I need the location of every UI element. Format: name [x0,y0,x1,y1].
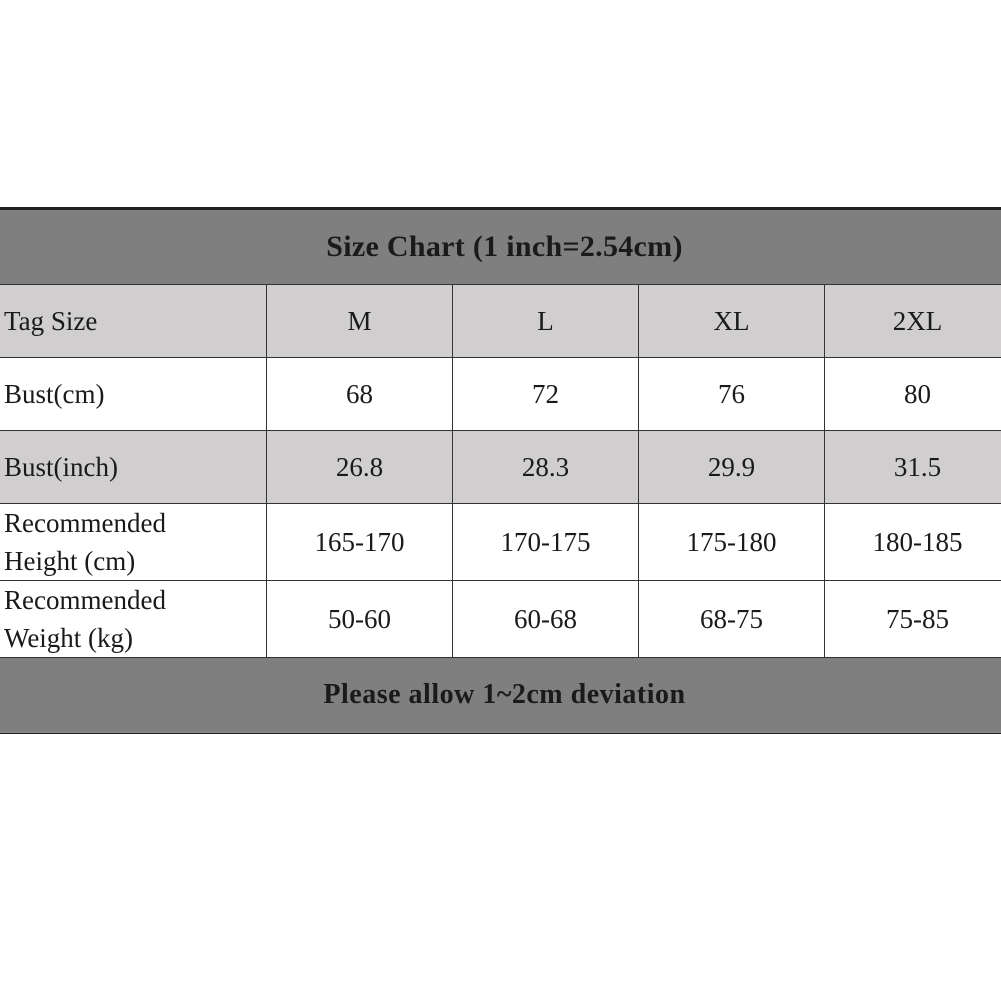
table-cell: 75-85 [825,581,1001,658]
row-label-bust-cm: Bust(cm) [0,358,267,431]
table-cell: 68-75 [639,581,825,658]
table-cell: 50-60 [267,581,453,658]
table-cell: 28.3 [453,431,639,504]
table-cell: 29.9 [639,431,825,504]
table-cell: 26.8 [267,431,453,504]
table-row-weight [0,581,1001,658]
row-label-weight [0,581,267,658]
table-cell: 175-180 [639,504,825,581]
size-header-l: L [453,285,639,358]
row-label-height [0,504,267,581]
row-label-line: Recommended [4,508,166,538]
size-chart-table [0,207,1001,734]
title-row [0,209,1001,285]
table-cell: 60-68 [453,581,639,658]
table-row-height [0,504,1001,581]
table-cell: 165-170 [267,504,453,581]
size-header-2xl: 2XL [825,285,1001,358]
size-header-m: M [267,285,453,358]
row-label-bust-inch: Bust(inch) [0,431,267,504]
row-label-line: Recommended [4,585,166,615]
table-header-row [0,285,1001,358]
table-row-bust-inch [0,431,1001,504]
table-cell: 80 [825,358,1001,431]
footer-row [0,658,1001,734]
table-row-bust-cm [0,358,1001,431]
table-cell: 72 [453,358,639,431]
row-label-line: Height (cm) [4,546,136,576]
deviation-note: Please allow 1~2cm deviation [0,658,1001,734]
row-label-line: Weight (kg) [4,623,134,653]
table-cell: 170-175 [453,504,639,581]
table-cell: 68 [267,358,453,431]
table-cell: 31.5 [825,431,1001,504]
bottom-divider [0,732,1001,733]
table-cell: 180-185 [825,504,1001,581]
chart-title: Size Chart (1 inch=2.54cm) [0,209,1001,285]
row-label-tag-size: Tag Size [0,285,267,358]
table-cell: 76 [639,358,825,431]
size-header-xl: XL [639,285,825,358]
